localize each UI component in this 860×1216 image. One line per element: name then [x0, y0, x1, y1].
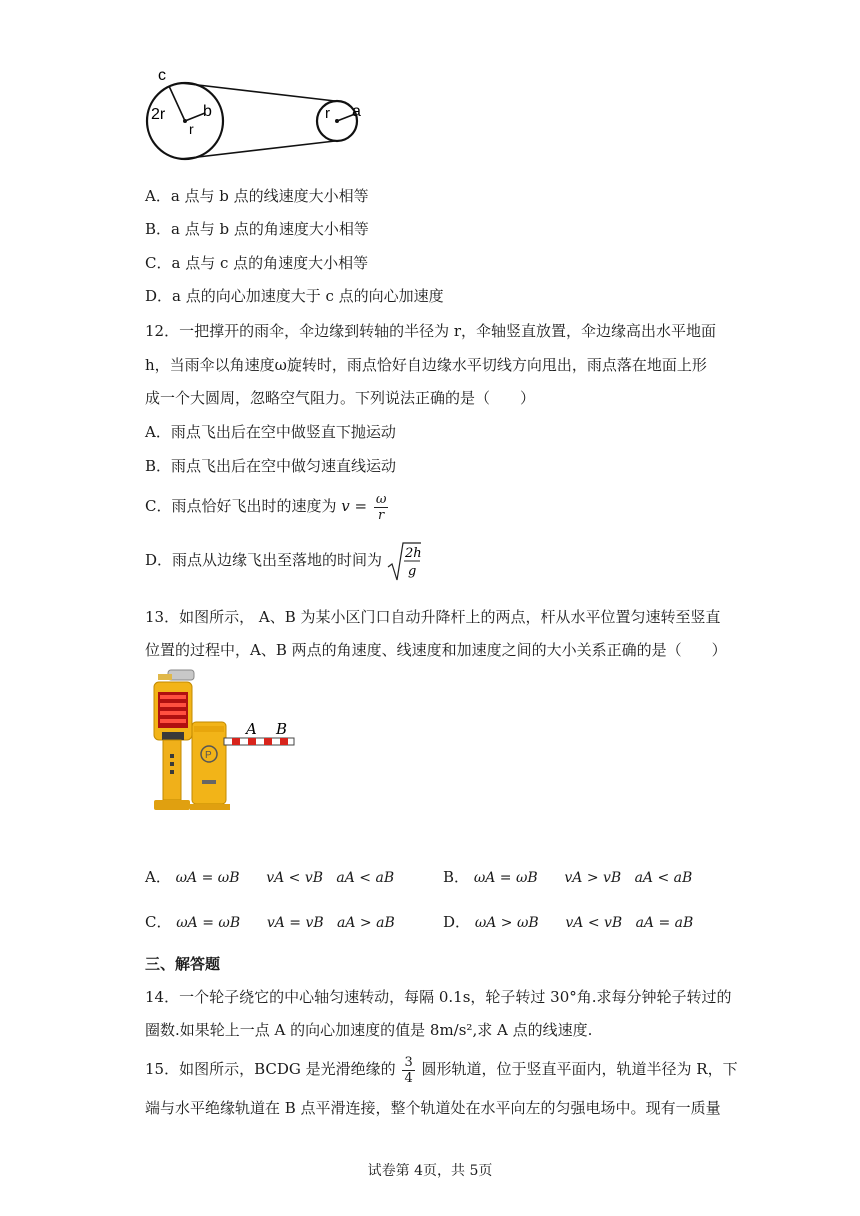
sqrt-denominator: g — [407, 564, 417, 579]
q15-line1-prefix: 15．如图所示，BCDG 是光滑绝缘的 — [145, 1060, 396, 1078]
label-r-small: r — [325, 105, 330, 122]
q15-fraction — [402, 1055, 414, 1086]
q13-option-a — [145, 867, 394, 888]
option-formula: ωA = ωB vA > vB aA < aB — [473, 870, 693, 886]
pulley-figure — [145, 66, 370, 174]
q12-stem-line2: h，当雨伞以角速度ω旋转时，雨点恰好自边缘水平切线方向甩出，雨点落在地面上形 — [145, 356, 707, 374]
q12-option-c-fraction — [374, 492, 389, 523]
option-formula: ωA = ωB vA < vB aA < aB — [175, 870, 395, 886]
q11-option-a: A．a 点与 b 点的线速度大小相等 — [145, 187, 369, 205]
q13-option-d — [443, 912, 693, 933]
q11-option-c: C．a 点与 c 点的角速度大小相等 — [145, 254, 369, 272]
fraction-denominator: 4 — [404, 1070, 413, 1086]
q12-option-c-var: v = — [341, 497, 368, 515]
option-formula: ωA = ωB vA = vB aA > aB — [176, 915, 395, 931]
q12-option-d — [145, 538, 421, 583]
option-letter: B． — [443, 868, 470, 886]
fraction-numerator: 3 — [404, 1054, 413, 1070]
page-footer: 试卷第 4页，共 5页 — [367, 1163, 493, 1179]
q12-option-d-text: D．雨点从边缘飞出至落地的时间为 — [145, 551, 383, 569]
barrier-gate-figure — [148, 662, 298, 822]
q12-option-a: A．雨点飞出后在空中做竖直下抛运动 — [145, 423, 396, 441]
label-2r: 2r — [151, 106, 166, 123]
section-heading: 三、解答题 — [145, 955, 221, 973]
q12-stem-line1: 12．一把撑开的雨伞，伞边缘到转轴的半径为 r，伞轴竖直放置，伞边缘高出水平地面 — [145, 322, 717, 340]
q12-stem-line3: 成一个大圆周，忽略空气阻力。下列说法正确的是（ ） — [145, 389, 536, 407]
label-a: a — [352, 103, 361, 120]
q15-line1-suffix: 圆形轨道，位于竖直平面内，轨道半径为 R，下 — [421, 1060, 738, 1078]
barrier-gate-illustration — [148, 662, 298, 822]
label-c: c — [158, 67, 166, 84]
q12-option-b: B．雨点飞出后在空中做匀速直线运动 — [145, 457, 397, 475]
option-letter: D． — [443, 913, 471, 931]
fraction-numerator: ω — [375, 491, 387, 507]
q15-line1 — [145, 1050, 738, 1088]
label-B: B — [276, 720, 288, 738]
option-letter: A． — [145, 868, 171, 886]
label-r-big: r — [189, 121, 194, 137]
q11-option-b: B．a 点与 b 点的角速度大小相等 — [145, 220, 369, 238]
q13-stem-line2: 位置的过程中，A、B 两点的角速度、线速度和加速度之间的大小关系正确的是（ ） — [145, 641, 727, 659]
sqrt-sign-icon — [387, 541, 421, 583]
q13-stem-line1: 13．如图所示， A、B 为某小区门口自动升降杆上的两点，杆从水平位置匀速转至竖直 — [145, 608, 721, 626]
label-A: A — [246, 720, 257, 738]
label-b: b — [203, 103, 212, 120]
q14-line2: 圈数.如果轮上一点 A 的向心加速度的值是 8m/s²,求 A 点的线速度. — [145, 1021, 593, 1039]
q12-option-c — [145, 486, 390, 526]
pulley-diagram — [145, 66, 370, 174]
q14-line1: 14．一个轮子绕它的中心轴匀速转动，每隔 0.1s，轮子转过 30°角.求每分钟轮子转过的 — [145, 988, 732, 1006]
sqrt-expression — [387, 539, 421, 583]
sqrt-numerator: 2h — [404, 546, 421, 561]
q12-option-c-text: C．雨点恰好飞出时的速度为 — [145, 497, 337, 515]
option-formula: ωA > ωB vA < vB aA = aB — [474, 915, 694, 931]
q11-option-d: D．a 点的向心加速度大于 c 点的向心加速度 — [145, 287, 444, 305]
svg-text:P: P — [205, 750, 212, 761]
q15-line2: 端与水平绝缘轨道在 B 点平滑连接，整个轨道处在水平向左的匀强电场中。现有一质量 — [145, 1099, 721, 1117]
fraction-denominator: r — [378, 507, 385, 523]
option-letter: C． — [145, 913, 172, 931]
q13-option-c — [145, 912, 395, 933]
q13-option-b — [443, 867, 692, 888]
